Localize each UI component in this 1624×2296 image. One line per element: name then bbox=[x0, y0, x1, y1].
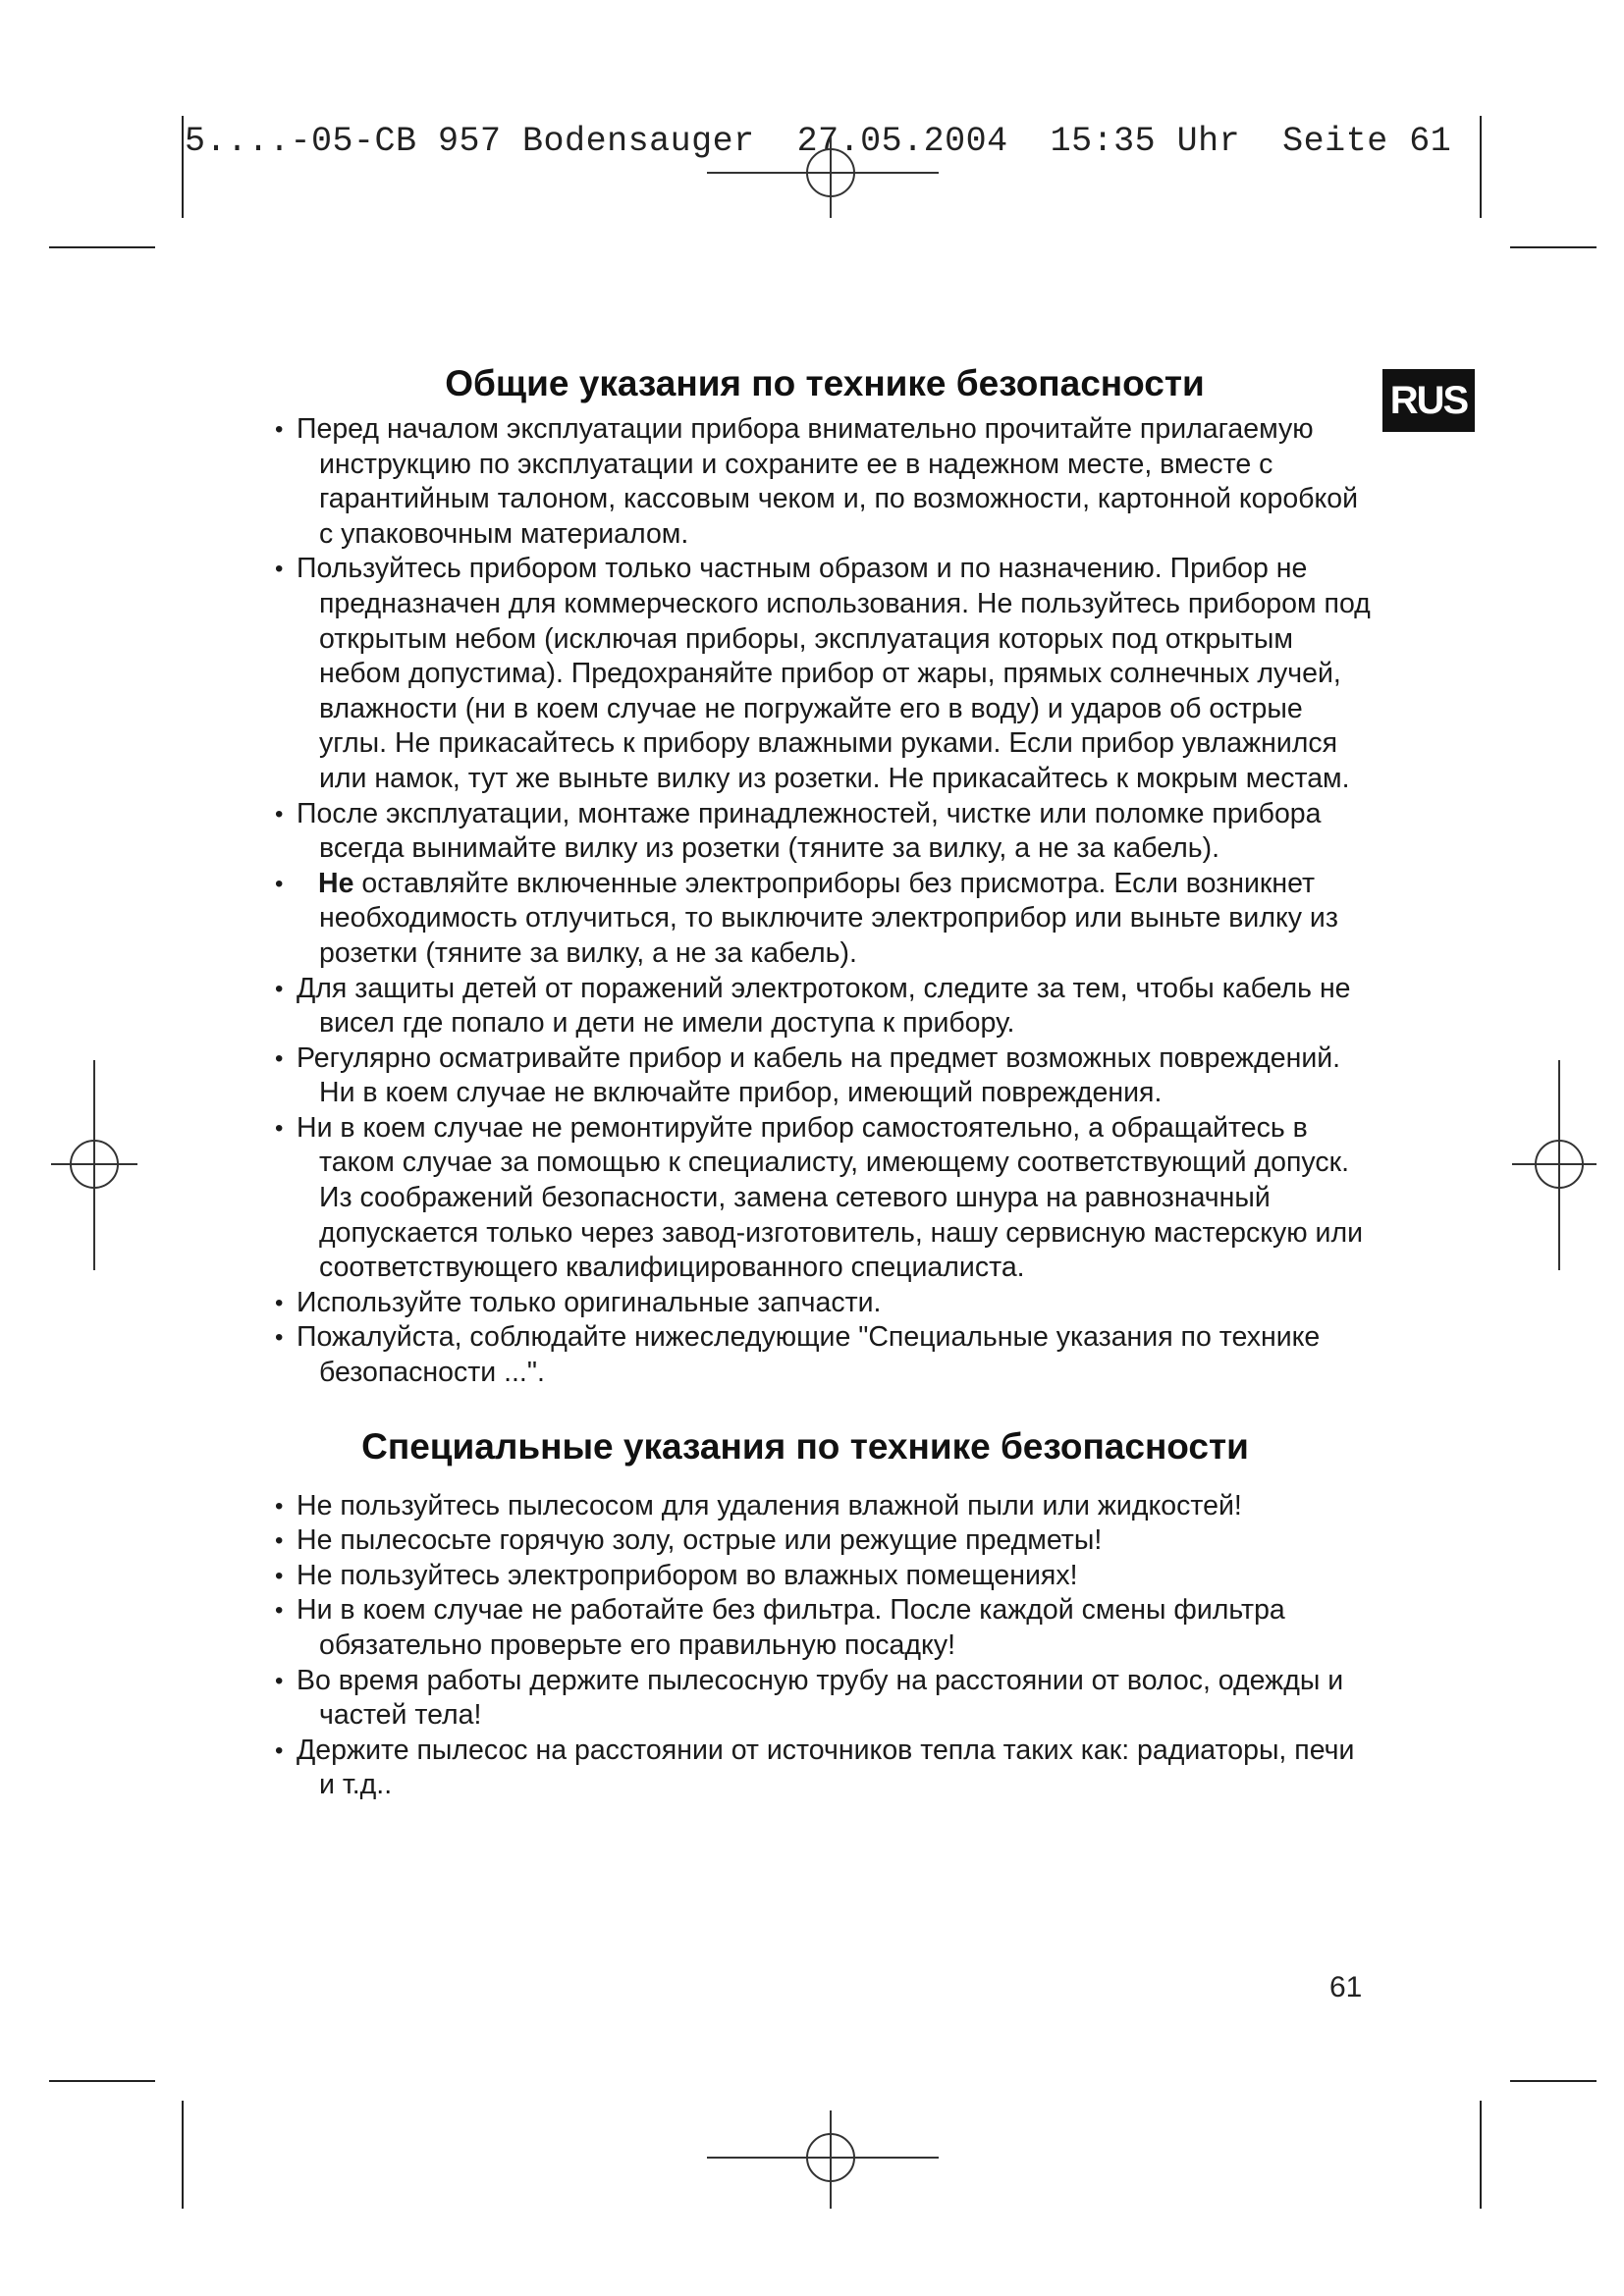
list-item: • Не пользуйтесь электроприбором во влажных помещениях! bbox=[267, 1559, 1377, 1594]
special-safety-title: Специальные указания по технике безопасности bbox=[361, 1425, 1249, 1467]
main-content bbox=[267, 363, 1377, 1803]
list-item: • Используйте только оригинальные запчасти. bbox=[267, 1286, 1377, 1321]
language-tab: RUS bbox=[1382, 369, 1475, 432]
list-item: • Во время работы держите пылесосную трубу на расстоянии от волос, одежды и частей тела! bbox=[267, 1664, 1377, 1734]
list-item: • Перед началом эксплуатации прибора внимательно прочитайте прилагаемую инструкцию по эксплуатации и сохраните ее в надежном месте, вместе с гарантийным талоном, кассовым чеком и, по возможности, картонной коробкой с упаковочным материалом. bbox=[267, 412, 1377, 552]
list-item: • Регулярно осматривайте прибор и кабель на предмет возможных повреждений. Ни в коем случае не включайте прибор, имеющий повреждения. bbox=[267, 1041, 1377, 1111]
list-item: • Пожалуйста, соблюдайте нижеследующие "Специальные указания по технике безопасности ...". bbox=[267, 1320, 1377, 1390]
registration-mark-left bbox=[51, 1060, 137, 1270]
list-item: • Держите пылесос на расстоянии от источников тепла таких как: радиаторы, печи и т.д.. bbox=[267, 1734, 1377, 1803]
list-item: • После эксплуатации, монтаже принадлежностей, чистке или поломке прибора всегда вынимайте вилку из розетки (тяните за вилку, а не за кабель). bbox=[267, 797, 1377, 867]
registration-mark-right bbox=[1512, 1060, 1597, 1270]
registration-mark-top bbox=[707, 137, 939, 218]
list-item: • Пользуйтесь прибором только частным образом и по назначению. Прибор не предназначен для коммерческого использования. Не пользуйтесь прибором под открытым небом (исключая приборы, эксплуатация которых под открытым небом допустима). Предохраняйте прибор от жары, прямых солнечных лучей, влажности (ни в коем случае не погружайте его в воду) и ударов об острые углы. Не прикасайтесь к прибору влажными руками. Если прибор увлажнился или намок, тут же выньте вилку из розетки. Не прикасайтесь к мокрым местам. bbox=[267, 552, 1377, 796]
print-slug: 5....-05-CB 957 Bodensauger 27.05.2004 15:35 Uhr Seite 61 bbox=[185, 122, 1452, 161]
page-number: 61 bbox=[1329, 1971, 1363, 2003]
list-item: • Не пользуйтесь пылесосом для удаления влажной пыли или жидкостей! bbox=[267, 1489, 1377, 1524]
registration-mark-bottom bbox=[707, 2110, 939, 2209]
list-item: • Не пылесосьте горячую золу, острые или режущие предметы! bbox=[267, 1523, 1377, 1559]
general-safety-list bbox=[267, 412, 1377, 1391]
list-item: • Для защиты детей от поражений электротоком, следите за тем, чтобы кабель не висел где попало и дети не имели доступа к прибору. bbox=[267, 972, 1377, 1041]
list-item: • Ни в коем случае не ремонтируйте прибор самостоятельно, а обращайтесь в таком случае за помощью к специалисту, имеющему соответствующий допуск. Из соображений безопасности, замена сетевого шнура на равнозначный допускается только через завод-изготовитель, нашу сервисную мастерскую или соответствующего квалифицированного специалиста. bbox=[267, 1111, 1377, 1286]
special-safety-list bbox=[267, 1489, 1377, 1803]
list-item: • Ни в коем случае не работайте без фильтра. После каждой смены фильтра обязательно проверьте его правильную посадку! bbox=[267, 1593, 1377, 1663]
list-item-text: оставляйте включенные электроприборы без присмотра. Если возникнет необходимость отлучиться, то выключите электроприбор или выньте вилку из розетки (тяните за вилку, а не за кабель). bbox=[319, 867, 1338, 969]
list-item bbox=[267, 867, 1377, 972]
emphasis-word: Не bbox=[318, 867, 354, 899]
general-safety-title: Общие указания по технике безопасности bbox=[445, 363, 1205, 403]
